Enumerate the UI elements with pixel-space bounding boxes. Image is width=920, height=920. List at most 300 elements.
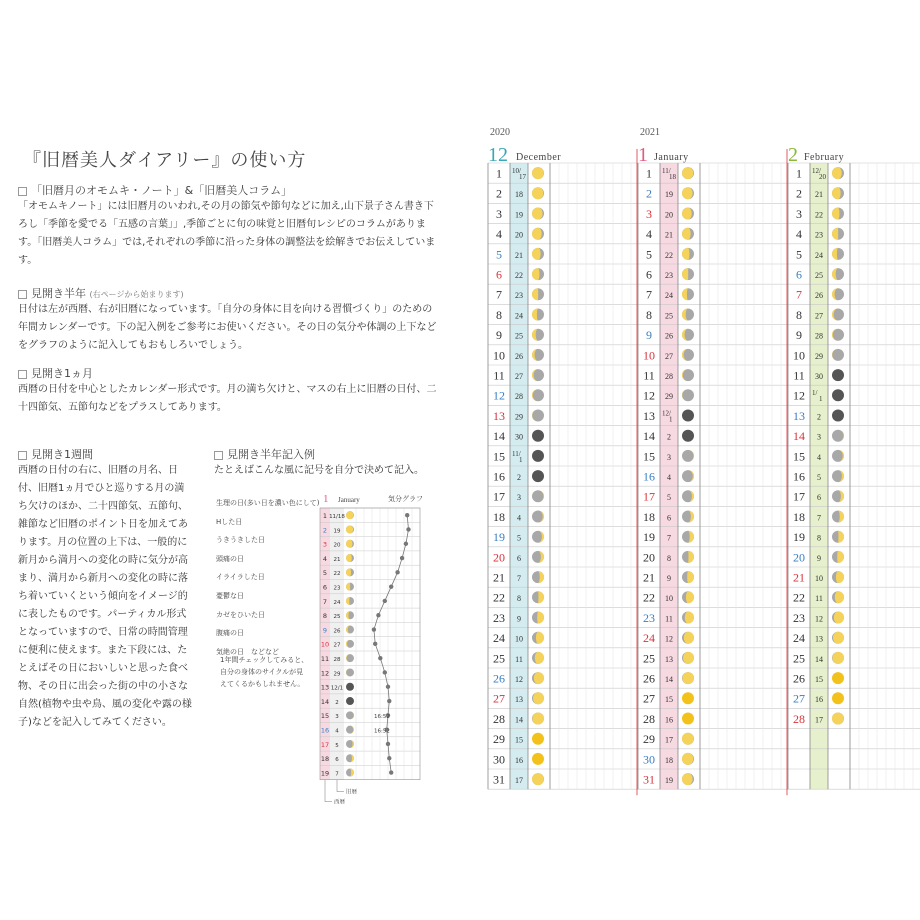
moon-disc <box>832 672 844 684</box>
legend-item: 生理の日(多い日を濃い色にして) <box>216 499 320 507</box>
lunar-day: 3 <box>667 452 671 462</box>
demo-day-number: 17 <box>320 740 330 749</box>
moon-phase-icon <box>682 490 694 502</box>
moon-disc <box>532 753 544 765</box>
moon-phase-icon <box>532 187 544 199</box>
day-number: 5 <box>796 247 802 262</box>
day-number: 7 <box>646 287 652 302</box>
legend-item: 気絶の日 などなど <box>216 647 279 656</box>
moon-phase-icon <box>532 591 544 603</box>
day-number: 29 <box>493 732 505 747</box>
day-number: 10 <box>643 348 655 363</box>
moon-phase-icon <box>532 470 544 482</box>
day-number: 26 <box>643 671 655 686</box>
lunar-day: 14 <box>815 654 823 664</box>
day-number: 27 <box>643 691 655 706</box>
moon-lit-part <box>832 228 838 240</box>
moon-lit-part <box>682 187 693 199</box>
lunar-month: 11/ <box>512 449 521 458</box>
page-title: 『旧暦美人ダイアリー』の使い方 <box>23 150 307 171</box>
demo-day-number: 5 <box>322 569 328 578</box>
moon-lit-part <box>682 208 692 220</box>
moon-phase-icon <box>532 430 544 442</box>
moon-disc <box>682 410 694 422</box>
moon-phase-icon <box>346 726 354 734</box>
day-number: 11 <box>643 368 655 383</box>
moon-phase-icon <box>832 672 844 684</box>
day-number: 1 <box>496 166 502 181</box>
day-number: 4 <box>796 227 802 242</box>
mood-graph-point <box>378 656 382 660</box>
month-number: 2 <box>788 144 798 166</box>
lunar-day: 3 <box>517 493 521 503</box>
day-number: 21 <box>643 570 655 585</box>
moon-phase-icon <box>532 369 544 381</box>
moon-disc <box>682 430 694 442</box>
moon-phase-icon <box>532 410 544 422</box>
example-grid <box>204 488 444 806</box>
lunar-day: 18 <box>665 755 673 765</box>
day-number: 24 <box>793 631 805 646</box>
moon-disc <box>346 697 354 705</box>
moon-phase-icon <box>346 654 354 662</box>
lunar-day: 17 <box>519 173 526 181</box>
moon-phase-icon <box>682 571 694 583</box>
legend-item: イライラした日 <box>216 573 265 582</box>
lunar-day: 7 <box>667 533 671 543</box>
day-number: 19 <box>793 530 805 545</box>
moon-disc <box>532 430 544 442</box>
moon-phase-icon <box>832 288 844 300</box>
lunar-day: 21 <box>815 190 823 200</box>
lunar-day: 29 <box>515 412 523 422</box>
lunar-day: 21 <box>515 250 523 260</box>
day-number: 15 <box>793 449 805 464</box>
day-number: 12 <box>793 388 805 403</box>
moon-lit-part <box>532 713 544 725</box>
demo-day-number: 13 <box>320 683 330 692</box>
moon-phase-icon <box>682 450 694 462</box>
moon-lit-part <box>532 773 544 785</box>
moon-phase-icon <box>682 228 694 240</box>
moon-phase-icon <box>682 652 694 664</box>
day-number: 23 <box>493 610 505 625</box>
day-number: 13 <box>493 408 505 423</box>
moon-phase-icon <box>532 551 544 563</box>
lunar-day: 24 <box>665 291 673 301</box>
day-number: 8 <box>646 307 652 322</box>
lunar-day: 30 <box>515 432 523 442</box>
moon-lit-part <box>346 540 352 548</box>
moon-phase-icon <box>682 248 694 260</box>
day-number: 7 <box>496 287 502 302</box>
moon-phase-icon <box>832 187 844 199</box>
moon-phase-icon <box>682 430 694 442</box>
demo-lunar-day: 24 <box>333 599 341 606</box>
lunar-day: 9 <box>667 574 671 583</box>
demo-month-name: January <box>338 496 360 504</box>
month-number: 1 <box>638 144 648 166</box>
day-number: 25 <box>643 651 655 666</box>
day-number: 31 <box>493 772 505 787</box>
lunar-day: 15 <box>665 695 673 705</box>
moon-phase-icon <box>532 652 544 664</box>
lunar-day: 27 <box>665 351 673 361</box>
moon-phase-icon <box>346 554 354 562</box>
day-number: 25 <box>793 651 805 666</box>
moon-phase-icon <box>832 531 844 543</box>
demo-lunar-day: 23 <box>333 585 341 592</box>
moon-disc <box>682 713 694 725</box>
moon-phase-icon <box>682 591 694 603</box>
moon-phase-icon <box>832 430 844 442</box>
section-text-week: 西暦の日付の右に、旧暦の月名、日付、旧暦1ヵ月でひと巡りする月の満ち欠けのほか、二十四節気、五節句、雑節など旧暦のポイント日を加えてあります。月の位置の上下は、一般的に新月から満月への変化の時に気分が高まり、満月から新月への変化の時に落ち着いていくという傾向をイメージ的に表したものです。パーティカル形式となっていますので、日常の時間管理に便利に使えます。また下段には、たとえばその日においしいと思った食べ物、その日に出会った街の中の小さな自然(植物や虫や鳥、風の変化や露の様子)などを記入してみてください。 <box>18 465 192 728</box>
moon-phase-icon <box>682 551 694 563</box>
moon-phase-icon <box>832 470 844 482</box>
lunar-day: 23 <box>665 271 673 280</box>
day-number: 5 <box>646 247 652 262</box>
mood-graph-point <box>386 742 390 746</box>
day-number: 6 <box>796 267 802 282</box>
demo-day-number: 15 <box>320 712 330 721</box>
day-number: 6 <box>496 267 502 282</box>
day-number: 23 <box>643 610 655 625</box>
lunar-day: 10 <box>665 594 673 604</box>
demo-lunar-day: 4 <box>335 728 339 735</box>
demo-lunar-day: 27 <box>333 642 341 649</box>
mood-graph-point <box>404 542 408 546</box>
day-number: 21 <box>793 570 805 585</box>
lunar-day: 28 <box>815 331 823 341</box>
day-number: 29 <box>643 732 655 747</box>
day-number: 4 <box>496 227 502 242</box>
year-label: 2020 <box>490 127 510 138</box>
demo-lunar-day: 6 <box>335 757 339 764</box>
moon-phase-icon <box>832 167 844 179</box>
moon-lit-part <box>532 208 543 220</box>
moon-phase-icon <box>682 733 694 745</box>
day-number: 7 <box>796 287 802 302</box>
moon-lit-part <box>832 713 844 725</box>
lunar-day: 5 <box>667 493 671 503</box>
lunar-day: 19 <box>665 776 673 785</box>
section-text-notes: 「オモムキノート」には旧暦月のいわれ,その月の節気や節句などに加え,山下景子さん書き下ろし「季節を愛でる「五感の言葉」」,季節ごとに旬の味覚と旧暦旬レシピのコラムがあります。「旧暦美人コラム」では,それぞれの季節に沿った身体の調整法を絵解きでお伝えしています。 <box>18 201 436 266</box>
moon-phase-icon <box>532 329 544 341</box>
lunar-day: 23 <box>815 230 823 240</box>
moon-phase-icon <box>832 551 844 563</box>
day-number: 2 <box>796 186 802 201</box>
month-column-december <box>488 127 638 795</box>
lunar-day: 15 <box>515 735 523 745</box>
day-number: 11 <box>793 368 805 383</box>
section-text-month: 西暦の日付を中心としたカレンダー形式です。月の満ち欠けと、マスの右上に旧暦の日付、二十四節気、五節句などをプラスしてあります。 <box>18 384 437 413</box>
day-number: 1 <box>646 166 652 181</box>
day-number: 21 <box>493 570 505 585</box>
moon-lit-part <box>682 268 688 280</box>
day-number: 18 <box>643 509 655 524</box>
moon-lit-part <box>346 511 354 519</box>
lunar-day: 28 <box>515 392 523 402</box>
lunar-day: 14 <box>665 675 673 684</box>
lunar-day: 2 <box>667 432 671 442</box>
moon-phase-icon <box>682 713 694 725</box>
lunar-day: 21 <box>665 230 673 240</box>
day-number: 14 <box>643 429 655 444</box>
lunar-day: 29 <box>665 392 673 402</box>
lunar-day: 25 <box>815 271 823 280</box>
lunar-day: 13 <box>815 634 823 644</box>
mood-graph-point <box>387 699 391 703</box>
day-number: 9 <box>496 328 502 343</box>
moon-disc <box>532 450 544 462</box>
mood-graph-point <box>389 770 393 774</box>
lunar-day: 24 <box>815 250 823 260</box>
moon-lit-part <box>532 167 544 179</box>
mood-graph-point <box>400 556 404 560</box>
moon-phase-icon <box>682 187 694 199</box>
moon-lit-part <box>832 652 844 664</box>
day-number: 12 <box>493 388 505 403</box>
demo-day-number: 9 <box>322 626 328 635</box>
legend-item: Hした日 <box>216 517 243 526</box>
moon-lit-part <box>532 228 542 240</box>
moon-lit-part <box>683 652 694 664</box>
moon-phase-icon <box>832 389 844 401</box>
lunar-day: 17 <box>665 735 673 745</box>
month-column-february <box>788 144 920 789</box>
lunar-day: 12 <box>665 634 673 644</box>
moon-phase-icon <box>532 288 544 300</box>
square-bullet-icon <box>18 187 27 196</box>
demo-lunar-day: 3 <box>335 714 339 721</box>
moon-phase-icon <box>346 525 354 533</box>
moon-lit-part <box>346 568 351 576</box>
day-number: 12 <box>643 388 655 403</box>
day-number: 28 <box>643 711 655 726</box>
lunar-day: 1 <box>819 395 823 404</box>
lunar-day: 4 <box>817 452 821 462</box>
day-number: 23 <box>793 610 805 625</box>
day-number: 13 <box>793 408 805 423</box>
moon-lit-part <box>346 525 353 533</box>
demo-lunar-day: 21 <box>333 556 341 563</box>
moon-phase-icon <box>532 733 544 745</box>
moon-phase-icon <box>532 490 544 502</box>
lunar-day: 7 <box>517 574 521 583</box>
demo-graph-label: 気分グラフ <box>388 495 423 503</box>
moon-lit-part <box>833 632 844 644</box>
mood-graph-point <box>389 584 393 588</box>
demo-lunar-day: 12/1 <box>330 685 344 692</box>
lunar-day: 17 <box>515 776 523 785</box>
moon-phase-icon <box>832 632 844 644</box>
lunar-day: 25 <box>515 331 523 341</box>
day-number: 31 <box>643 772 655 787</box>
day-number: 3 <box>496 206 502 221</box>
moon-phase-icon <box>682 773 694 785</box>
demo-day-number: 8 <box>322 612 328 621</box>
section-heading-week: 見開き1週間 <box>18 446 93 462</box>
moon-phase-icon <box>346 668 354 676</box>
mood-graph-point <box>373 642 377 646</box>
moon-phase-icon <box>682 268 694 280</box>
lunar-day: 6 <box>667 513 671 523</box>
moon-phase-icon <box>682 753 694 765</box>
day-number: 5 <box>496 247 502 262</box>
demo-lunar-day: 11/18 <box>329 514 345 520</box>
lunar-day: 26 <box>515 351 523 361</box>
moon-disc <box>832 410 844 422</box>
moon-phase-icon <box>532 167 544 179</box>
day-number: 28 <box>793 711 805 726</box>
legend-item: カゼをひいた日 <box>216 610 265 619</box>
day-number: 30 <box>493 752 505 767</box>
demo-day-number: 7 <box>322 597 328 606</box>
lunar-day: 11 <box>815 594 823 604</box>
day-number: 24 <box>643 631 655 646</box>
lunar-day: 23 <box>515 291 523 301</box>
section-heading-notes: 「旧暦月のオモムキ・ノート」&「旧暦美人コラム」 <box>18 182 292 198</box>
moon-phase-icon <box>532 248 544 260</box>
legend-item: 腹痛の日 <box>216 629 244 638</box>
mood-graph-point <box>376 613 380 617</box>
moon-lit-part <box>534 672 544 684</box>
lunar-day: 20 <box>665 210 673 220</box>
moon-lit-part <box>536 632 544 644</box>
moon-disc <box>532 470 544 482</box>
day-number: 24 <box>493 631 505 646</box>
day-number: 20 <box>493 550 505 565</box>
moon-phase-icon <box>832 511 844 523</box>
legend-item: うきうきした日 <box>216 536 265 545</box>
moon-lit-part <box>837 551 844 563</box>
moon-phase-icon <box>832 652 844 664</box>
month-name: January <box>654 152 689 163</box>
lunar-day: 25 <box>665 311 673 321</box>
day-number: 2 <box>496 186 502 201</box>
moon-phase-icon <box>532 713 544 725</box>
moon-phase-icon <box>682 389 694 401</box>
lunar-day: 1 <box>519 455 523 464</box>
day-number: 19 <box>643 530 655 545</box>
demo-day-number: 3 <box>322 540 328 549</box>
lunar-day: 12 <box>815 614 823 624</box>
lunar-day: 19 <box>665 190 673 200</box>
month-name: December <box>516 152 562 163</box>
demo-day-number: 12 <box>320 669 330 678</box>
day-number: 14 <box>493 429 505 444</box>
demo-lunar-day: 7 <box>335 771 339 778</box>
moon-phase-icon <box>532 773 544 785</box>
lunar-day: 16 <box>665 715 673 725</box>
moon-phase-icon <box>832 268 844 280</box>
moon-phase-icon <box>346 597 354 605</box>
lunar-day: 13 <box>665 654 673 664</box>
moon-phase-icon <box>682 632 694 644</box>
lunar-day: 2 <box>517 473 521 482</box>
moon-lit-part <box>835 591 844 603</box>
day-number: 8 <box>496 307 502 322</box>
demo-day-number: 16 <box>320 726 330 735</box>
moon-phase-icon <box>832 490 844 502</box>
demo-lunar-day: 2 <box>335 699 339 706</box>
lunar-month: 1/ <box>812 389 818 398</box>
lunar-day: 4 <box>667 473 671 482</box>
demo-lunar-day: 20 <box>333 542 341 549</box>
moon-lit-part <box>834 612 844 624</box>
moon-lit-part <box>538 591 544 603</box>
mood-graph-point <box>383 599 387 603</box>
mood-graph-point <box>405 513 409 517</box>
moon-phase-icon <box>832 410 844 422</box>
demo-day-number: 2 <box>322 526 328 535</box>
mood-graph-point <box>386 685 390 689</box>
demo-day-number: 1 <box>322 512 328 520</box>
day-number: 20 <box>793 550 805 565</box>
mood-graph-point <box>383 670 387 674</box>
day-number: 10 <box>793 348 805 363</box>
lunar-day: 5 <box>817 473 821 482</box>
moon-phase-icon <box>346 626 354 634</box>
lunar-day: 27 <box>515 372 523 381</box>
moon-lit-part <box>832 167 842 179</box>
lunar-day: 24 <box>515 311 523 321</box>
moon-phase-icon <box>682 349 694 361</box>
day-number: 25 <box>493 651 505 666</box>
moon-phase-icon <box>682 410 694 422</box>
section-heading-month: 見開き1ヵ月 <box>18 365 93 381</box>
moon-phase-icon <box>832 309 844 321</box>
moon-phase-icon <box>532 753 544 765</box>
moon-phase-icon <box>532 531 544 543</box>
square-bullet-icon <box>18 451 27 460</box>
lunar-day: 1 <box>669 415 673 424</box>
lunar-day: 14 <box>515 715 523 725</box>
demo-lunar-day: 28 <box>333 657 341 663</box>
moon-lit-part <box>532 288 538 300</box>
moon-lit-part <box>832 187 841 199</box>
lunar-day: 22 <box>815 210 823 220</box>
lunar-day: 11 <box>665 614 673 624</box>
lunar-day: 20 <box>515 230 523 240</box>
moon-phase-icon <box>832 612 844 624</box>
day-number: 30 <box>643 752 655 767</box>
moon-phase-icon <box>532 389 544 401</box>
lunar-day: 4 <box>517 513 521 523</box>
moon-phase-icon <box>532 612 544 624</box>
day-number: 19 <box>493 530 505 545</box>
day-number: 3 <box>796 206 802 221</box>
moon-lit-part <box>346 583 350 591</box>
section-heading-halfyear: 見開き半年 (右ページから始まります) <box>18 285 184 301</box>
callout-kyureki: 旧暦 <box>346 789 358 796</box>
day-number: 2 <box>646 186 652 201</box>
day-number: 8 <box>796 307 802 322</box>
day-number: 6 <box>646 267 652 282</box>
lunar-day: 8 <box>517 594 521 604</box>
moon-phase-icon <box>532 672 544 684</box>
moon-lit-part <box>532 268 539 280</box>
moon-lit-part <box>838 531 844 543</box>
lunar-day: 5 <box>517 533 521 543</box>
lunar-day: 26 <box>815 291 823 301</box>
section-text-example: たとえばこんな風に記号を自分で決めて記入。 <box>214 465 424 476</box>
moon-phase-icon <box>346 754 354 762</box>
moon-lit-part <box>684 632 694 644</box>
moon-lit-part <box>537 612 544 624</box>
moon-phase-icon <box>832 591 844 603</box>
moon-phase-icon <box>532 571 544 583</box>
